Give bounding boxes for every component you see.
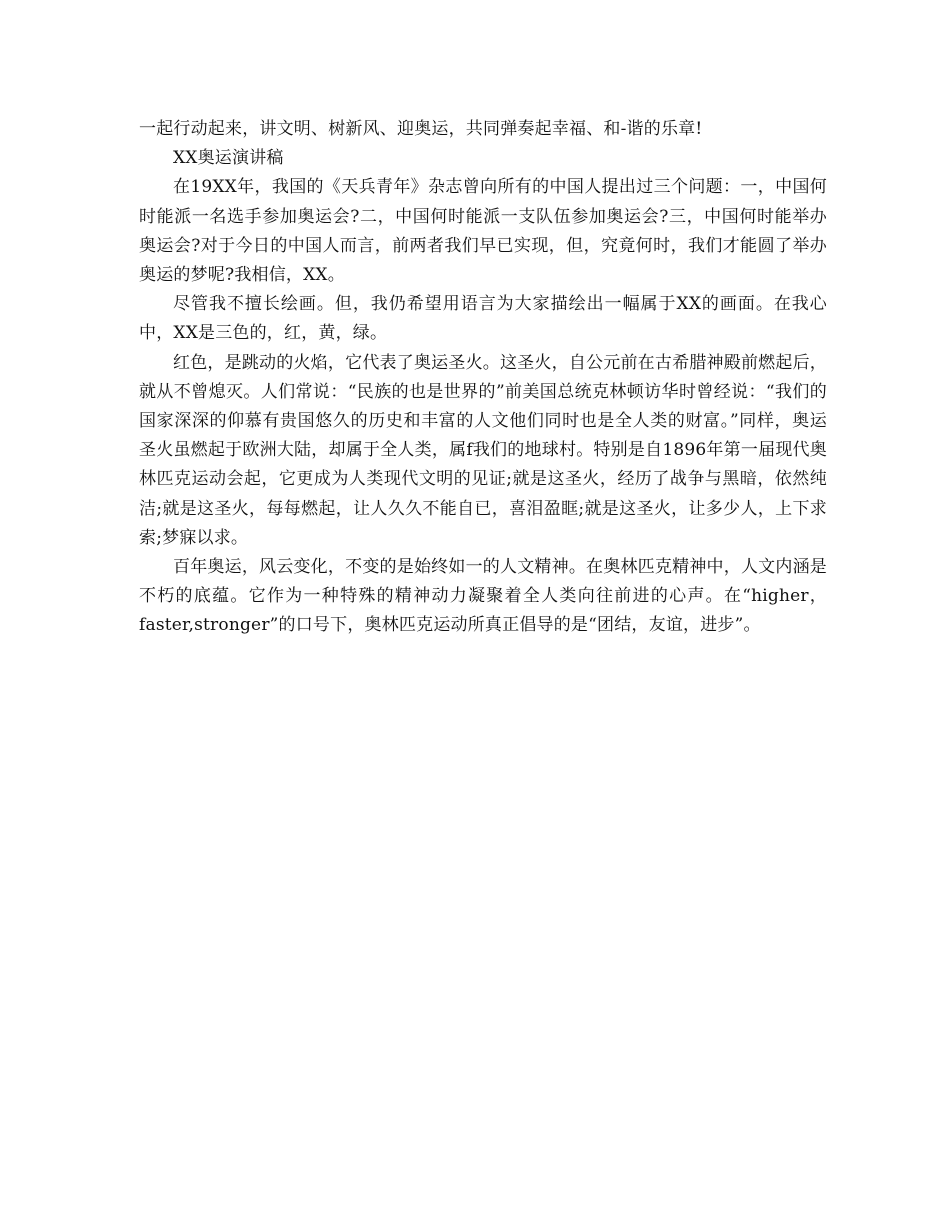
document-body	[139, 115, 827, 641]
speech-title: XX奥运演讲稿	[173, 148, 284, 169]
paragraph-three-colors: 尽管我不擅长绘画。但，我仍希望用语言为大家描绘出一幅属于XX的画面。在我心中，XX是三色的，红，黄，绿。	[139, 294, 827, 344]
paragraph-olympic-spirit: 百年奥运，风云变化，不变的是始终如一的人文精神。在奥林匹克精神中，人文内涵是不朽的底蕴。它作为一种特殊的精神动力凝聚着全人类向往前进的心声。在“higher，faster,stronger”的口号下，奥林匹克运动所真正倡导的是“团结，友谊，进步”。	[139, 557, 827, 636]
paragraph-closing-line: 一起行动起来，讲文明、树新风、迎奥运，共同弹奏起幸福、和-谐的乐章!	[139, 119, 703, 139]
paragraph-red-flame: 红色，是跳动的火焰，它代表了奥运圣火。这圣火，自公元前在古希腊神殿前燃起后，就从不曾熄灭。人们常说：“民族的也是世界的”前美国总统克林顿访华时曾经说：“我们的国家深深的仰慕有贵国悠久的历史和丰富的人文他们同时也是全人类的财富。”同样，奥运圣火虽燃起于欧洲大陆，却属于全人类，属f我们的地球村。特别是自1896年第一届现代奥林匹克运动会起，它更成为人类现代文明的见证;就是这圣火，经历了战争与黑暗，依然纯洁;就是这圣火，每每燃起，让人久久不能自已，喜泪盈眶;就是这圣火，让多少人，上下求索;梦寐以求。	[139, 352, 827, 548]
paragraph-three-questions: 在19XX年，我国的《天兵青年》杂志曾向所有的中国人提出过三个问题：一，中国何时能派一名选手参加奥运会?二，中国何时能派一支队伍参加奥运会?三，中国何时能举办奥运会?对于今日的中国人而言，前两者我们早已实现，但，究竟何时，我们才能圆了举办奥运的梦呢?我相信，XX。	[139, 177, 827, 286]
